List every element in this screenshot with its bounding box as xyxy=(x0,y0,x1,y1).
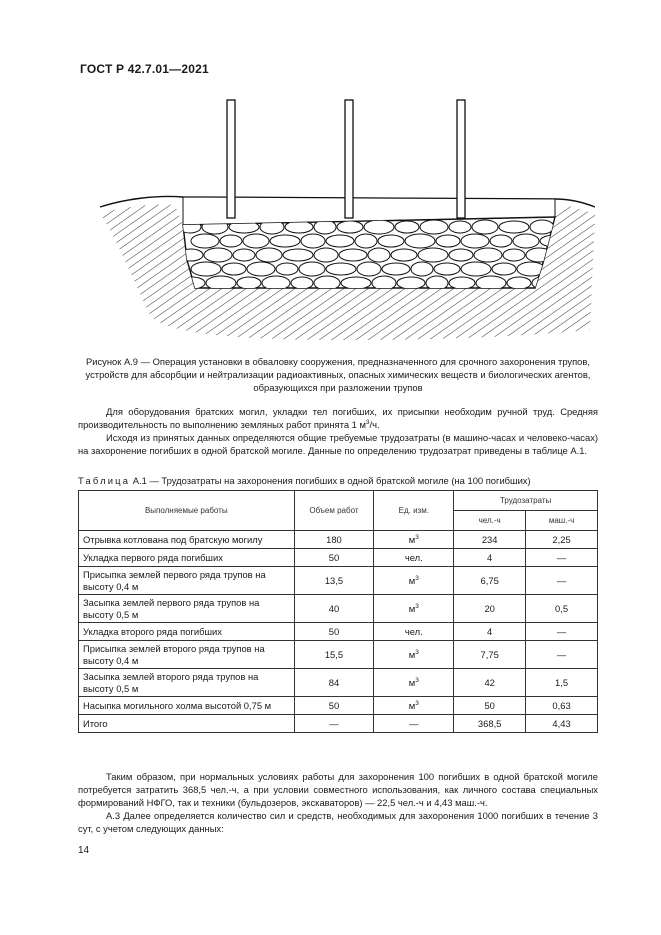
stone xyxy=(357,262,381,276)
unit-superscript: 3 xyxy=(415,602,419,610)
cell-work: Отрывка котлована под братскую могилу xyxy=(79,531,295,549)
stone xyxy=(472,220,498,234)
unit-text: чел. xyxy=(404,625,423,637)
stone xyxy=(499,221,529,233)
stone xyxy=(372,276,396,290)
stone xyxy=(191,262,221,276)
table-row xyxy=(79,567,598,595)
stone xyxy=(411,262,433,276)
cell-work: Присыпка землей второго ряда трупов на высоту 0,4 м xyxy=(79,641,295,669)
stone xyxy=(243,234,269,248)
grave-cross-section-figure xyxy=(95,95,595,345)
stone xyxy=(299,262,325,276)
stone xyxy=(461,234,489,248)
cell-unit xyxy=(374,669,454,697)
stone xyxy=(276,263,298,275)
paragraph-productivity xyxy=(78,405,598,431)
cell-unit xyxy=(374,697,454,715)
header-volume: Объем работ xyxy=(294,491,374,531)
cell-person-hours: 42 xyxy=(454,669,526,697)
header-labor: Трудозатраты xyxy=(454,491,598,511)
table-title-word: Таблица xyxy=(78,475,131,486)
cell-unit xyxy=(374,549,454,567)
table-title-rest: А.1 — Трудозатраты на захоронения погибших в одной братской могиле (на 100 погибших) xyxy=(130,475,531,486)
stone xyxy=(341,277,371,289)
stone xyxy=(426,276,448,290)
stone xyxy=(474,248,502,262)
cell-work: Засыпка землей первого ряда трупов на высоту 0,5 м xyxy=(79,595,295,623)
cell-machine-hours: 4,43 xyxy=(526,715,598,733)
document-header: ГОСТ Р 42.7.01—2021 xyxy=(80,62,209,76)
cell-volume: 40 xyxy=(294,595,374,623)
pipe-2 xyxy=(345,100,353,218)
stone xyxy=(291,277,313,289)
stone xyxy=(256,248,282,262)
table-row xyxy=(79,531,598,549)
cell-unit xyxy=(374,595,454,623)
stone xyxy=(222,263,246,275)
stone xyxy=(368,248,390,262)
pipe-1 xyxy=(227,100,235,218)
stone xyxy=(301,234,325,248)
cell-person-hours: 234 xyxy=(454,531,526,549)
unit-text: м xyxy=(408,602,416,614)
cell-machine-hours: 2,25 xyxy=(526,531,598,549)
stone xyxy=(337,221,363,233)
paragraph-section-a3: А.3 Далее определяется количество сил и средств, необходимых для захоронения 1000 погибших в течение 3 сут, с учетом следующих данных: xyxy=(78,810,598,834)
page-number: 14 xyxy=(78,845,90,856)
stone xyxy=(382,263,410,275)
stone-fill xyxy=(179,220,583,290)
cell-machine-hours: — xyxy=(526,549,598,567)
cell-work: Укладка второго ряда погибших xyxy=(79,623,295,641)
cell-person-hours: 4 xyxy=(454,549,526,567)
unit-text: м xyxy=(408,533,416,545)
labor-table xyxy=(78,490,598,733)
cell-volume: 13,5 xyxy=(294,567,374,595)
stone xyxy=(378,235,404,247)
stone xyxy=(449,249,473,261)
stone xyxy=(262,276,290,290)
stone xyxy=(204,248,232,262)
cell-person-hours: 6,75 xyxy=(454,567,526,595)
cell-work: Присыпка землей первого ряда трупов на высоту 0,4 м xyxy=(79,567,295,595)
cell-person-hours: 368,5 xyxy=(454,715,526,733)
stone xyxy=(206,276,236,290)
cell-machine-hours: 0,5 xyxy=(526,595,598,623)
productivity-text: Для оборудования братских могил, укладки тел погибших, их присыпки необходим ручной труд. Средняя производительность по выполнению земляных работ принята 1 м xyxy=(78,406,598,430)
stone xyxy=(476,276,506,290)
stone xyxy=(405,234,435,248)
table-row xyxy=(79,669,598,697)
stone xyxy=(391,249,417,261)
table-row xyxy=(79,641,598,669)
stone xyxy=(326,235,354,247)
table-row xyxy=(79,595,598,623)
cell-machine-hours: — xyxy=(526,567,598,595)
stone xyxy=(530,220,554,234)
unit-superscript: 3 xyxy=(415,533,419,541)
productivity-end: /ч. xyxy=(369,419,380,430)
stone xyxy=(285,221,313,233)
header-unit: Ед. изм. xyxy=(374,491,454,531)
stone xyxy=(395,221,419,233)
stone xyxy=(436,235,460,247)
stone xyxy=(355,234,377,248)
unit-superscript: 3 xyxy=(415,648,419,656)
stone xyxy=(220,235,242,247)
stone xyxy=(503,249,525,261)
cell-work: Засыпка землей второго ряда трупов на высоту 0,5 м xyxy=(79,669,295,697)
cell-unit xyxy=(374,641,454,669)
header-work: Выполняемые работы xyxy=(79,491,295,531)
stone xyxy=(283,249,313,261)
paragraph-labor-intro: Исходя из принятых данных определяются общие требуемые трудозатраты (в машино-часах и человеко-часах) на захоронение погибших в одной братской могиле. Данные по определению трудозатрат приведены в таблице А.1. xyxy=(78,432,598,456)
cell-machine-hours: — xyxy=(526,623,598,641)
unit-superscript: 3 xyxy=(415,676,419,684)
cell-unit xyxy=(374,715,454,733)
unit-superscript: 3 xyxy=(415,699,419,707)
stone xyxy=(492,263,516,275)
stone xyxy=(449,221,471,233)
cell-unit xyxy=(374,531,454,549)
stone xyxy=(314,276,340,290)
table-row xyxy=(79,549,598,567)
cell-volume: 180 xyxy=(294,531,374,549)
cell-volume: 84 xyxy=(294,669,374,697)
cell-machine-hours: — xyxy=(526,641,598,669)
cell-volume: 15,5 xyxy=(294,641,374,669)
cell-volume: 50 xyxy=(294,549,374,567)
stone xyxy=(233,249,255,261)
stone xyxy=(507,277,531,289)
stone xyxy=(191,234,219,248)
cell-volume: 50 xyxy=(294,697,374,715)
cell-person-hours: 50 xyxy=(454,697,526,715)
stone xyxy=(420,220,448,234)
table-row xyxy=(79,623,598,641)
cell-machine-hours: 1,5 xyxy=(526,669,598,697)
stone xyxy=(490,235,512,247)
header-person-hours: чел.-ч xyxy=(454,511,526,531)
stone xyxy=(339,249,367,261)
cell-person-hours: 20 xyxy=(454,595,526,623)
productivity-unit-sup: 3 xyxy=(365,419,370,426)
stone xyxy=(397,277,425,289)
unit-superscript: 3 xyxy=(415,574,419,582)
stone xyxy=(449,277,475,289)
table-title xyxy=(78,475,531,486)
unit-text: м xyxy=(408,574,416,586)
cell-person-hours: 7,75 xyxy=(454,641,526,669)
table-row xyxy=(79,715,598,733)
stone xyxy=(237,277,261,289)
cell-work: Насыпка могильного холма высотой 0,75 м xyxy=(79,697,295,715)
cell-volume: 50 xyxy=(294,623,374,641)
unit-text: чел. xyxy=(404,551,423,563)
cell-person-hours: 4 xyxy=(454,623,526,641)
stone xyxy=(314,248,338,262)
cell-work: Укладка первого ряда погибших xyxy=(79,549,295,567)
figure-caption: Рисунок А.9 — Операция установки в обваловку сооружения, предназначенного для срочного захоронения трупов, устройств для абсорбции и нейтрализации радиоактивных, опасных химических веществ и биологических агентов, образующихся при разложении трупов xyxy=(85,356,591,393)
stone xyxy=(326,263,356,275)
paragraph-conclusion: Таким образом, при нормальных условиях работы для захоронения 100 погибших в одной братской могиле потребуется затратить 368,5 чел.-ч, а при условии совместного использования, как личного состава специальных формирований НФГО, так и техники (бульдозеров, экскаваторов) — 22,5 чел.-ч и 4,43 маш.-ч. xyxy=(78,771,598,808)
pipe-3 xyxy=(457,100,465,218)
cell-work: Итого xyxy=(79,715,295,733)
cell-volume: — xyxy=(294,715,374,733)
unit-text: м xyxy=(408,699,416,711)
unit-text: — xyxy=(409,717,419,729)
stone xyxy=(270,235,300,247)
unit-text: м xyxy=(408,648,416,660)
stone xyxy=(247,262,275,276)
stone xyxy=(513,234,539,248)
cell-unit xyxy=(374,623,454,641)
unit-text: м xyxy=(408,676,416,688)
stone xyxy=(364,220,394,234)
stone xyxy=(461,262,491,276)
header-machine-hours: маш.-ч xyxy=(526,511,598,531)
stone xyxy=(434,263,460,275)
table-row xyxy=(79,697,598,715)
cell-machine-hours: 0,63 xyxy=(526,697,598,715)
stone xyxy=(418,248,448,262)
cell-unit xyxy=(374,567,454,595)
